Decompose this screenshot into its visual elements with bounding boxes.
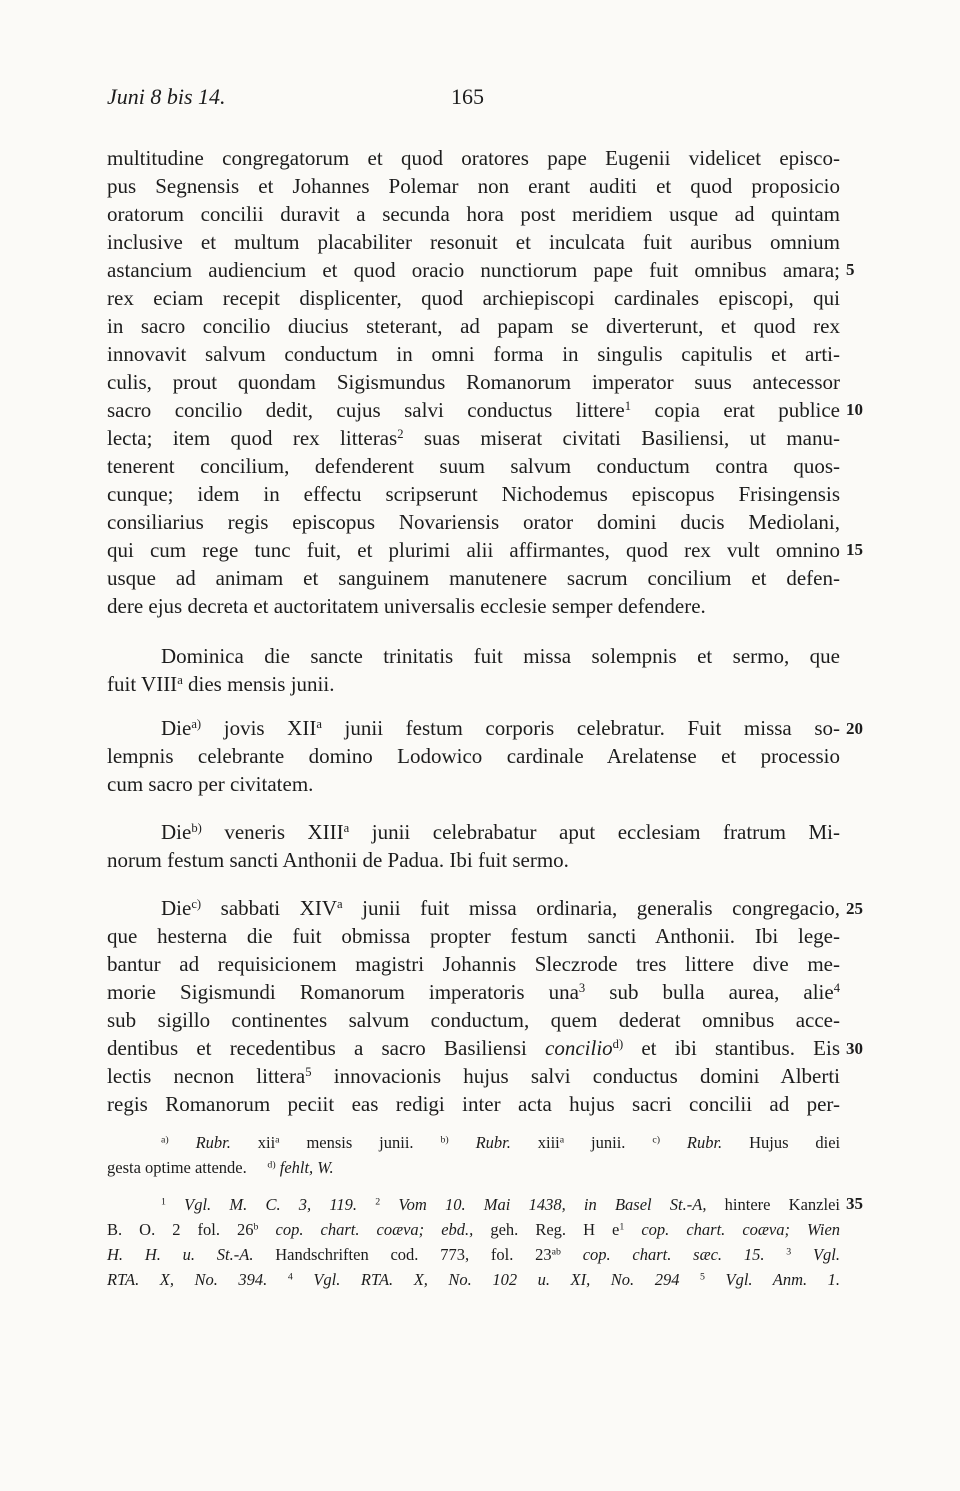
page-number: 165 bbox=[451, 84, 484, 109]
text-line: lempnis celebrante domino Lodowico cardinale Arelatense et processio bbox=[107, 744, 840, 768]
text-line: lectis necnon littera$^5$ innovacionis hujus salvi conductus domini Alberti bbox=[107, 1064, 841, 1088]
line-number: 20 bbox=[846, 719, 863, 738]
paragraph-3 bbox=[107, 714, 840, 798]
text-line: que hesterna die fuit obmissa propter festum sancti Anthonii. Ibi lege- bbox=[107, 924, 840, 948]
text-line: sacro concilio dedit, cujus salvi conductus littere$^1$ copia erat publice bbox=[107, 398, 840, 422]
text-line: dentibus et recedentibus a sacro Basiliensi concilio$^{d)}$ et ibi stantibus. Eis bbox=[107, 1036, 840, 1060]
text-line: regis Romanorum peciit eas redigi inter acta hujus sacri concilii ad per- bbox=[107, 1092, 840, 1116]
note-ref: d) bbox=[612, 1037, 624, 1052]
note-ref: a) bbox=[191, 717, 202, 732]
text-line: dere ejus decreta et auctoritatem universalis ecclesie semper defendere. bbox=[107, 594, 706, 618]
line-number: 5 bbox=[846, 260, 855, 279]
paragraph-1 bbox=[107, 144, 840, 620]
line-number: 35 bbox=[846, 1194, 863, 1213]
running-title: Juni 8 bis 14. bbox=[107, 84, 226, 109]
text-line: fuit VIII$^a$ dies mensis junii. bbox=[107, 672, 335, 696]
text-line: usque ad animam et sanguinem manutenere sacrum concilium et defen- bbox=[107, 566, 840, 590]
page-header bbox=[107, 84, 840, 118]
text-line: bantur ad requisicionem magistri Johannis Sleczrode tres littere dive me- bbox=[107, 952, 840, 976]
note-ref: b) bbox=[191, 821, 202, 836]
apparatus-notes bbox=[107, 1130, 840, 1180]
text-line: cum sacro per civitatem. bbox=[107, 772, 314, 796]
text-line: tenerent concilium, defenderent suum salvum conductum contra quos- bbox=[107, 454, 840, 478]
source-footnotes bbox=[107, 1192, 840, 1292]
note-ref: c) bbox=[191, 897, 202, 912]
text-line: Die$^{b)}$ veneris XIII$^a$ junii celebrabatur aput ecclesiam fratrum Mi- bbox=[161, 820, 841, 844]
line-number: 25 bbox=[846, 899, 863, 918]
footnote-ref: 1 bbox=[624, 399, 632, 414]
footnote-ref: 3 bbox=[578, 981, 586, 996]
footnote-line: RTA. X, No. 394. $^4$ Vgl. RTA. X, No. 102 u. XI, No. 294 $^5$ Vgl. Anm. 1. bbox=[107, 1270, 841, 1289]
text-line: sub sigillo continentes salvum conductum, quem dederat omnibus acce- bbox=[107, 1008, 840, 1032]
text-line: Die$^{a)}$ jovis XII$^a$ junii festum corporis celebratur. Fuit missa so- bbox=[161, 716, 841, 740]
note-line: $^{a)}$ Rubr. xii$^a$ mensis junii. $^{b)}$ Rubr. xiii$^a$ junii. $^{c)}$ Rubr. Hujus diei bbox=[161, 1133, 841, 1152]
text-line: innovavit salvum conductum in omni forma in singulis capitulis et arti- bbox=[107, 342, 840, 366]
text-line: cunque; idem in effectu scripserunt Nichodemus episcopus Frisingensis bbox=[107, 482, 840, 506]
paragraph-2 bbox=[107, 642, 840, 698]
text-line: rex eciam recepit displicenter, quod archiepiscopi cardinales episcopi, qui bbox=[107, 286, 840, 310]
text-line: multitudine congregatorum et quod oratores pape Eugenii videlicet episco- bbox=[107, 146, 840, 170]
text-line: inclusive et multum placabiliter resonuit et inculcata fuit auribus omnium bbox=[107, 230, 840, 254]
text-line: Die$^{c)}$ sabbati XIV$^a$ junii fuit missa ordinaria, generalis congregacio, bbox=[161, 896, 840, 920]
text-line: norum festum sancti Anthonii de Padua. Ibi fuit sermo. bbox=[107, 848, 569, 872]
footnote-ref: 4 bbox=[833, 981, 840, 996]
footnote-line: B. O. 2 fol. 26$^b$ cop. chart. coæva; ebd., geh. Reg. H $e^1$ cop. chart. coæva; Wien bbox=[107, 1220, 841, 1239]
line-number: 30 bbox=[846, 1039, 863, 1058]
paragraph-5 bbox=[107, 894, 840, 1118]
text-line: Dominica die sancte trinitatis fuit missa solempnis et sermo, que bbox=[161, 644, 840, 668]
text-line: qui cum rege tunc fuit, et plurimi alii affirmantes, quod rex vult omnino bbox=[107, 538, 840, 562]
footnote-ref: 5 bbox=[305, 1065, 312, 1080]
text-line: consiliarius regis episcopus Novariensis orator domini ducis Mediolani, bbox=[107, 510, 840, 534]
text-line: in sacro concilio diucius steterant, ad papam se diverterunt, et quod rex bbox=[107, 314, 840, 338]
note-line: gesta optime attende. $^{d)}$ fehlt, W. bbox=[107, 1158, 334, 1177]
footnote-ref: 2 bbox=[397, 427, 404, 442]
footnote-line: $^1$ Vgl. M. C. 3, 119. $^2$ Vom 10. Mai 1438, in Basel St.-A, hintere Kanzlei bbox=[161, 1195, 840, 1214]
line-number: 10 bbox=[846, 400, 863, 419]
text-line: culis, prout quondam Sigismundus Romanorum imperator suus antecessor bbox=[107, 370, 840, 394]
text-line: pus Segnensis et Johannes Polemar non erant auditi et quod proposicio bbox=[107, 174, 840, 198]
text-line: morie Sigismundi Romanorum imperatoris una$^3$ sub bulla aurea, alie$^4$ bbox=[107, 980, 840, 1004]
line-number: 15 bbox=[846, 540, 863, 559]
text-line: lecta; item quod rex litteras$^2$ suas miserat civitati Basiliensi, ut manu- bbox=[107, 426, 840, 450]
paragraph-4 bbox=[107, 818, 840, 874]
text-line: astancium audiencium et quod oracio nunctiorum pape fuit omnibus amara; bbox=[107, 258, 840, 282]
footnote-line: H. H. u. St.-A. Handschriften cod. 773, fol. $23^{ab}$ cop. chart. sæc. 15. $^3$ Vgl. bbox=[107, 1245, 840, 1264]
text-line: oratorum concilii duravit a secunda hora post meridiem usque ad quintam bbox=[107, 202, 840, 226]
